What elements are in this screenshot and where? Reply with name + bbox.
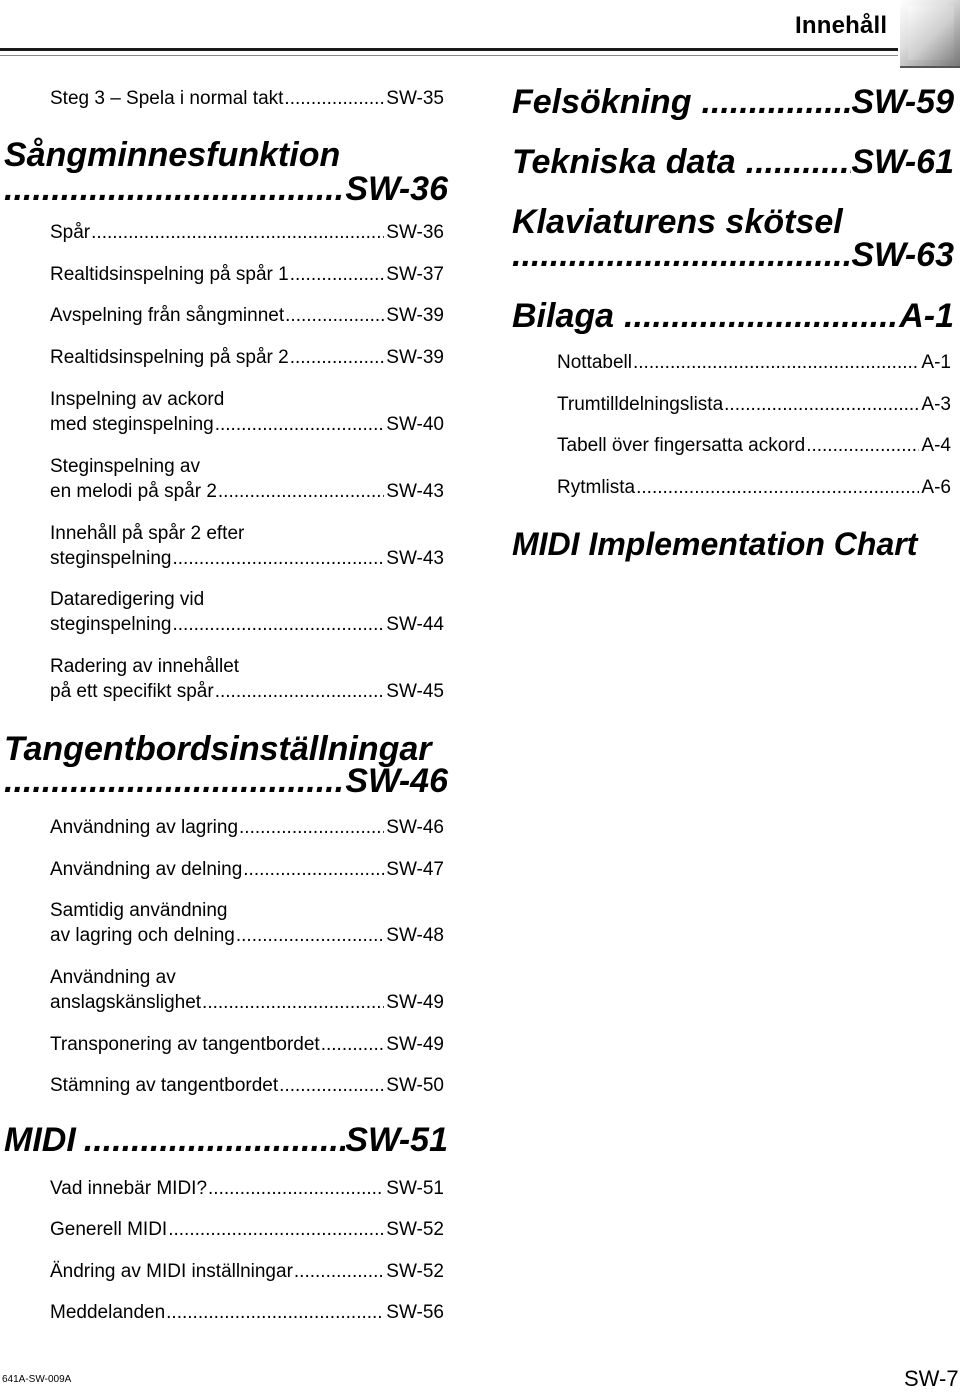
section-sangminnesfunktion[interactable]: ..... SW-36 — [4, 170, 448, 208]
toc-entry-lagring[interactable]: Användning av lagring ..... SW-46 — [50, 815, 444, 840]
section-midi[interactable]: MIDI ..... SW-51 — [4, 1121, 448, 1159]
toc-entry-innehall[interactable]: steginspelning ..... SW-43 — [50, 546, 444, 571]
toc-entry-anslag[interactable]: anslagskänslighet ..... SW-49 — [50, 990, 444, 1015]
toc-entry-innehall-line1: Innehåll på spår 2 efter — [50, 523, 245, 544]
toc-entry-inspelning-line1: Inspelning av ackord — [50, 389, 225, 410]
toc-entry-radering-line1: Radering av innehållet — [50, 656, 240, 677]
toc-entry-stamning[interactable]: Stämning av tangentbordet ..... SW-50 — [50, 1073, 444, 1098]
header-tab-inner — [908, 6, 954, 60]
section-bilaga[interactable]: Bilaga ..... A-1 — [512, 297, 954, 335]
toc-entry-andring-midi[interactable]: Ändring av MIDI inställningar ..... SW-52 — [50, 1259, 444, 1284]
toc-entry-samtidig[interactable]: av lagring och delning ..... SW-48 — [50, 923, 444, 948]
toc-entry-inspelning[interactable]: med steginspelning ..... SW-40 — [50, 412, 444, 437]
toc-entry-realtid-1[interactable]: Realtidsinspelning på spår 1 ..... SW-37 — [50, 262, 444, 287]
section-felsokning[interactable]: Felsökning ..... SW-59 — [512, 83, 954, 121]
header-rule-thin — [0, 55, 898, 56]
section-klaviatur[interactable]: ..... SW-63 — [512, 236, 954, 274]
section-title-tangentbord: Tangentbordsinställningar — [4, 730, 432, 768]
toc-entry-radering[interactable]: på ett specifikt spår ..... SW-45 — [50, 679, 444, 704]
toc-entry-steginspelning-line1: Steginspelning av — [50, 456, 200, 477]
header-rule — [0, 48, 898, 51]
toc-entry-delning[interactable]: Användning av delning ..... SW-47 — [50, 857, 444, 882]
toc-entry-transponering[interactable]: Transponering av tangentbordet ..... SW-49 — [50, 1032, 444, 1057]
toc-entry-steginspelning[interactable]: en melodi på spår 2 ..... SW-43 — [50, 479, 444, 504]
section-tekniska-data[interactable]: Tekniska data ..... SW-61 — [512, 143, 954, 181]
section-tangentbord[interactable]: ..... SW-46 — [4, 762, 448, 800]
toc-entry-dataredigering[interactable]: steginspelning ..... SW-44 — [50, 612, 444, 637]
toc-entry-steg3[interactable]: Steg 3 – Spela i normal takt ..... SW-35 — [50, 86, 444, 111]
toc-entry-rytmlista[interactable]: Rytmlista ..... A-6 — [557, 475, 951, 500]
toc-entry-nottabell[interactable]: Nottabell ..... A-1 — [557, 350, 951, 375]
page-number: SW-7 — [904, 1366, 959, 1391]
toc-entry-generell-midi[interactable]: Generell MIDI ..... SW-52 — [50, 1217, 444, 1242]
section-title-sangminnesfunktion: Sångminnesfunktion — [4, 136, 341, 174]
toc-entry-anslag-line1: Användning av — [50, 967, 176, 988]
toc-entry-trumtilldelning[interactable]: Trumtilldelningslista ..... A-3 — [557, 392, 951, 417]
toc-entry-meddelanden[interactable]: Meddelanden ..... SW-56 — [50, 1300, 444, 1325]
toc-entry-dataredigering-line1: Dataredigering vid — [50, 589, 205, 610]
section-title-klaviatur: Klaviaturens skötsel — [512, 203, 843, 241]
toc-entry-spar[interactable]: Spår ..... SW-36 — [50, 220, 444, 245]
toc-entry-realtid-2[interactable]: Realtidsinspelning på spår 2 ..... SW-39 — [50, 345, 444, 370]
toc-entry-vad-innebar-midi[interactable]: Vad innebär MIDI? ..... SW-51 — [50, 1176, 444, 1201]
toc-entry-avspelning[interactable]: Avspelning från sångminnet ..... SW-39 — [50, 303, 444, 328]
toc-entry-samtidig-line1: Samtidig användning — [50, 900, 228, 921]
header-title: Innehåll — [795, 12, 888, 39]
section-midi-implementation[interactable]: MIDI Implementation Chart — [512, 526, 918, 562]
footer-code: 641A-SW-009A — [2, 1374, 72, 1385]
toc-entry-tabell-ackord[interactable]: Tabell över fingersatta ackord ..... A-4 — [557, 433, 951, 458]
